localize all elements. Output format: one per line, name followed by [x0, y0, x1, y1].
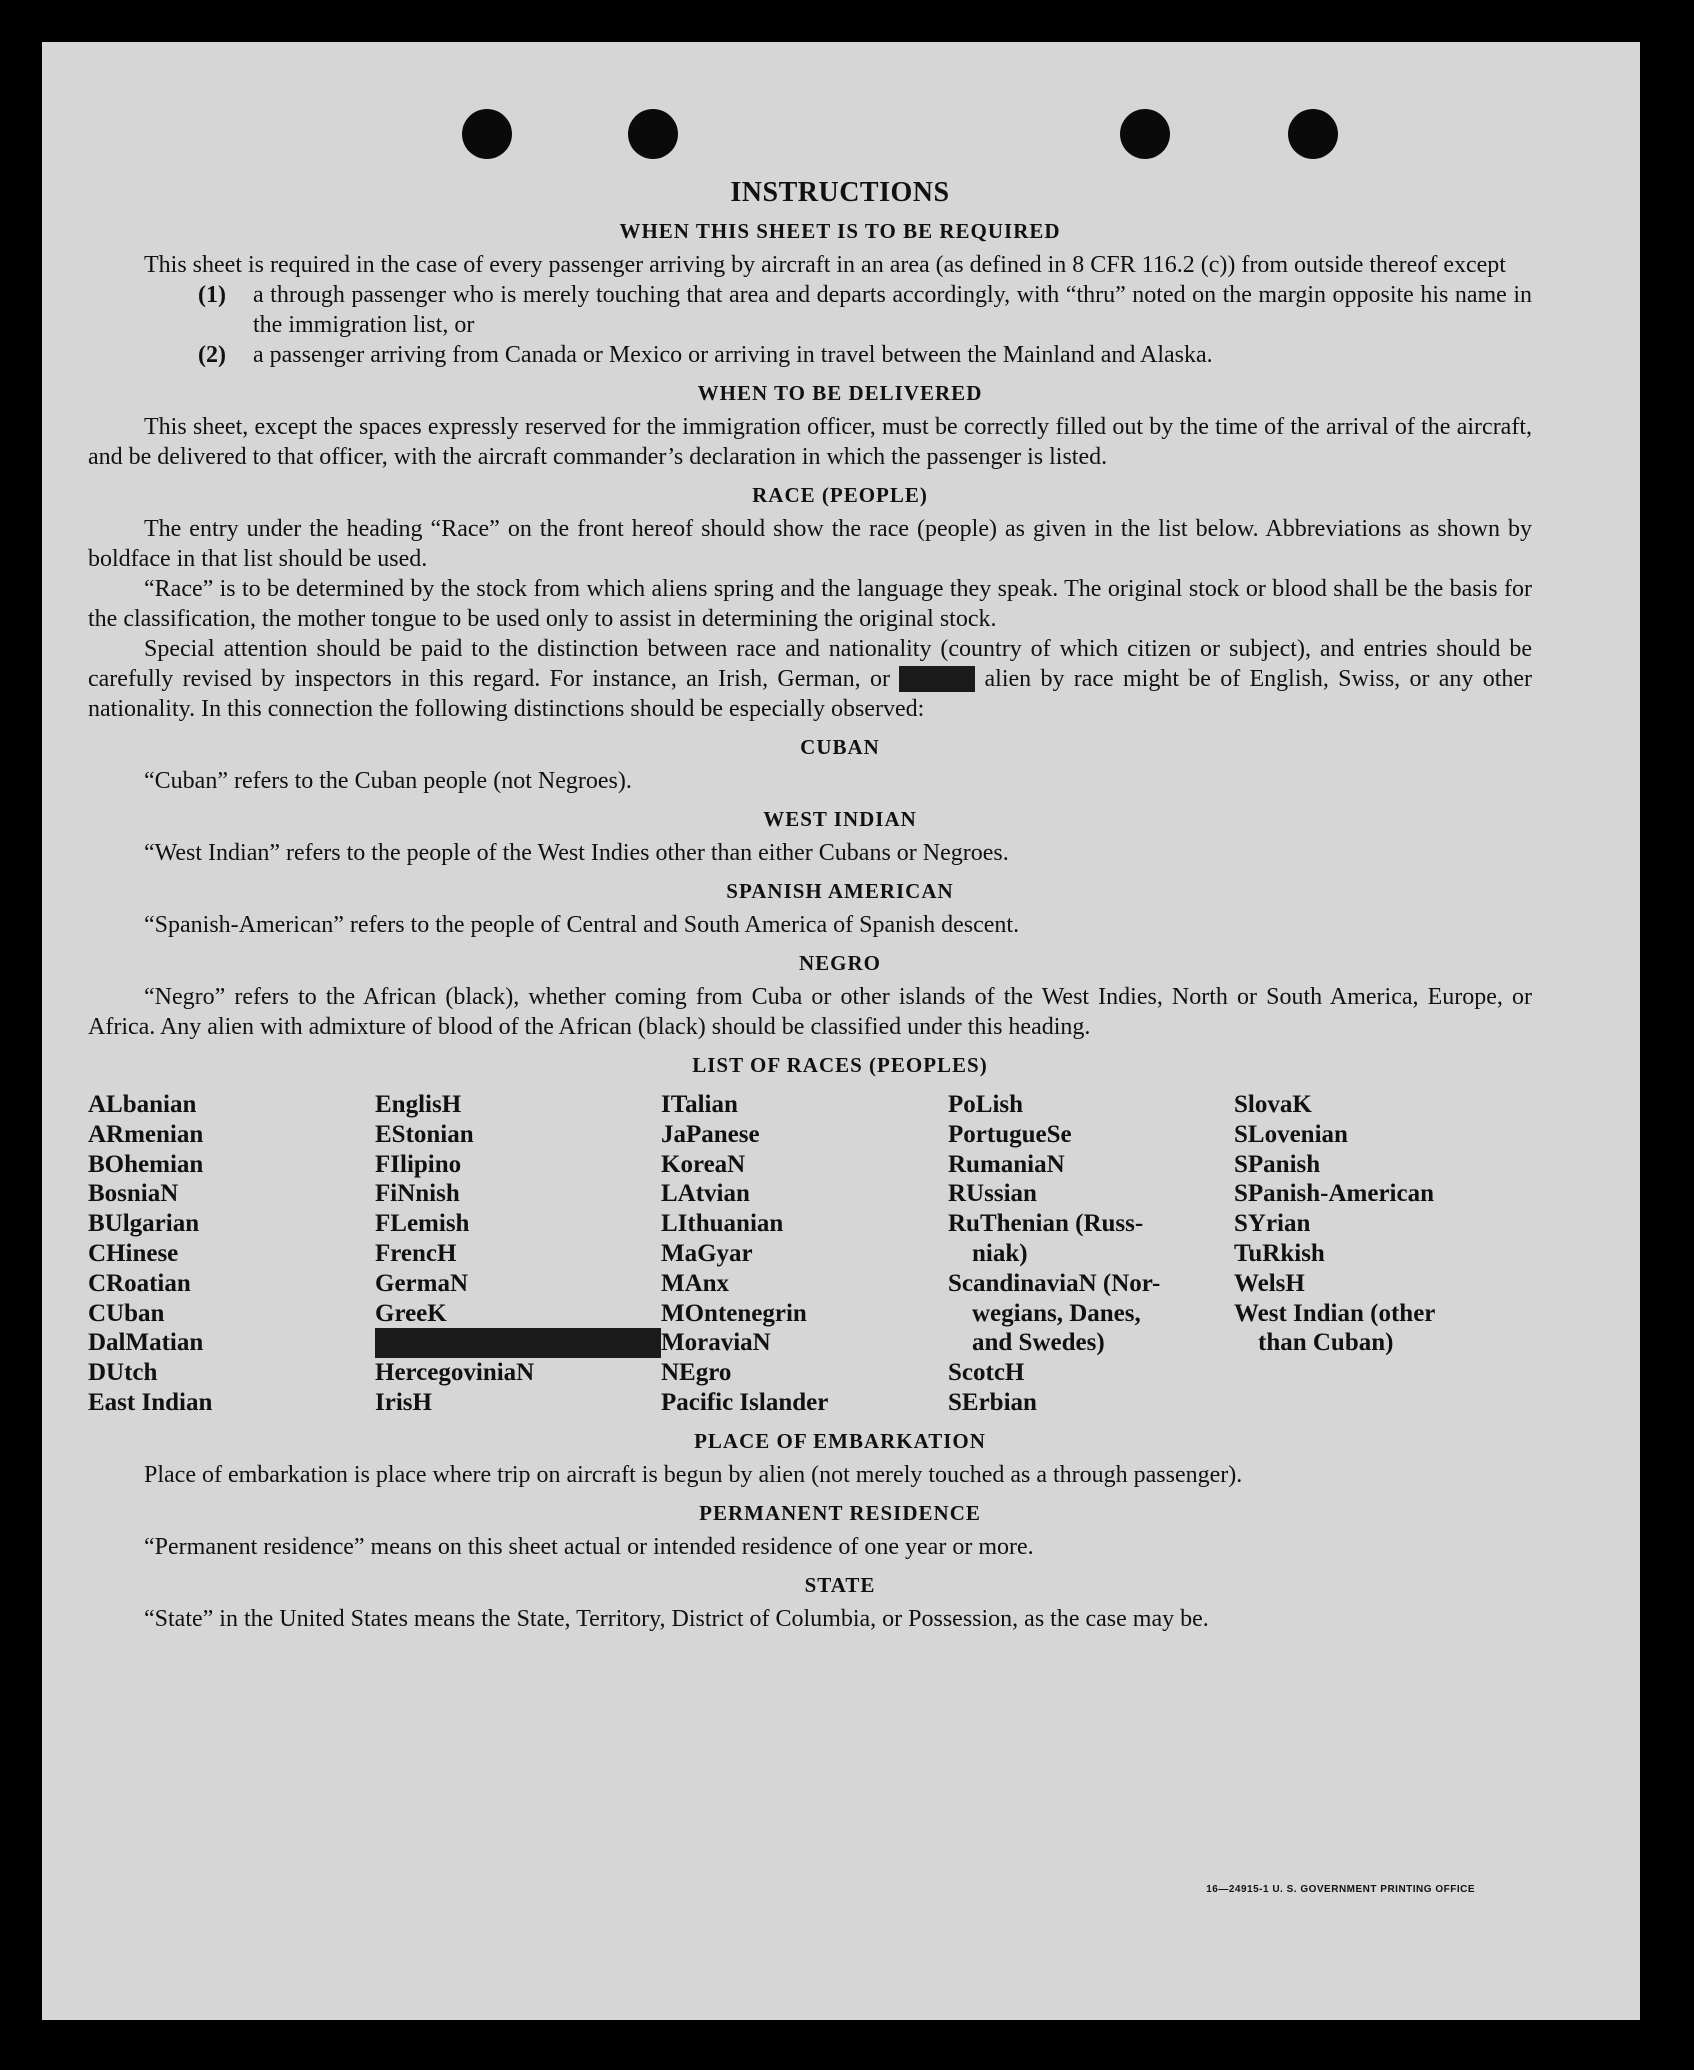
- race-entry: and Swedes): [972, 1329, 1105, 1357]
- section-heading: NEGRO: [798, 951, 881, 975]
- race-entry: MoraviaN: [661, 1329, 771, 1357]
- race-entry: KoreaN: [661, 1150, 746, 1178]
- paragraph-part: Special attention should be paid to the distinction between race and nationality (country of which citizen or subject), and entries should be carefully revised by inspectors in this regard. For instance, an Irish, German, or: [88, 636, 1532, 692]
- paragraph: The entry under the heading “Race” on the front hereof should show the race (people) as given in the list below. Abbreviations as shown by boldface in that list should be used.: [88, 516, 1532, 572]
- race-entry: LAtvian: [661, 1180, 750, 1208]
- paragraph: Place of embarkation is place where trip on aircraft is begun by alien (not merely touched as a through passenger).: [144, 1461, 1243, 1488]
- section-heading: PLACE OF EMBARKATION: [694, 1428, 986, 1453]
- race-entry: ARmenian: [88, 1120, 204, 1148]
- paragraph: This sheet, except the spaces expressly reserved for the immigration officer, must be correctly filled out by the time of the arrival of the aircraft, and be delivered to that officer, with the aircraft commander’s declaration in which the passenger is listed.: [88, 414, 1532, 470]
- section-heading: STATE: [804, 1572, 876, 1597]
- race-entry: CHinese: [88, 1239, 179, 1267]
- item-number: (2): [198, 342, 226, 368]
- race-entry: FIlipino: [375, 1150, 462, 1178]
- race-column: [948, 1090, 1234, 1418]
- instructions-content: [88, 178, 1532, 1634]
- section-heading: PERMANENT RESIDENCE: [699, 1500, 981, 1525]
- page-title: INSTRUCTIONS: [730, 177, 950, 208]
- paragraph: “State” in the United States means the State, Territory, District of Columbia, or Possession, as the case may be.: [144, 1605, 1209, 1632]
- race-entry: niak): [972, 1239, 1028, 1267]
- list-item: [198, 340, 1532, 370]
- race-entry: RuThenian (Russ-: [948, 1210, 1144, 1238]
- race-entry: PoLish: [948, 1091, 1024, 1118]
- race-entry: West Indian (other: [1234, 1299, 1436, 1327]
- race-entry: MOntenegrin: [661, 1299, 807, 1327]
- race-entry: LIthuanian: [661, 1210, 784, 1238]
- race-entry: BUlgarian: [88, 1210, 200, 1238]
- race-column: [88, 1090, 375, 1418]
- race-entry: RUssian: [948, 1180, 1037, 1208]
- punch-hole: [462, 109, 512, 159]
- race-column: [1234, 1090, 1532, 1418]
- race-entry: SPanish-American: [1234, 1180, 1434, 1208]
- race-entry: EStonian: [375, 1120, 474, 1148]
- paragraph: This sheet is required in the case of every passenger arriving by aircraft in an area (as defined in 8 CFR 116.2 (c)) from outside thereof except: [144, 252, 1506, 278]
- paragraph-part: alien by race might be of English, Swiss, or any other nationality. In this connection the following distinctions should be especially observed:: [88, 666, 1533, 722]
- race-entry: IrisH: [375, 1388, 432, 1416]
- race-entry: SYrian: [1234, 1210, 1311, 1238]
- section-heading: SPANISH AMERICAN: [726, 879, 954, 903]
- race-entry: DUtch: [88, 1359, 158, 1387]
- section-heading: WHEN TO BE DELIVERED: [697, 381, 983, 405]
- race-entry: wegians, Danes,: [972, 1299, 1141, 1327]
- race-entry: than Cuban): [1258, 1329, 1394, 1357]
- race-entry: FiNnish: [375, 1180, 460, 1208]
- section-heading: WEST INDIAN: [763, 807, 917, 831]
- race-entry: BosniaN: [88, 1180, 179, 1208]
- race-entry: WelsH: [1234, 1269, 1305, 1297]
- race-entry: FrencH: [375, 1239, 457, 1267]
- race-entry: DalMatian: [88, 1329, 204, 1357]
- race-entry: ALbanian: [88, 1091, 197, 1118]
- race-entry: HebreW: [375, 1328, 661, 1358]
- paragraph: “Negro” refers to the African (black), whether coming from Cuba or other islands of the West Indies, North or South America, Europe, or Africa. Any alien with admixture of blood of the African (black) should be classified under this heading.: [88, 984, 1532, 1040]
- punch-hole: [1288, 109, 1338, 159]
- race-entry: GermaN: [375, 1269, 469, 1297]
- race-entry: CUban: [88, 1299, 165, 1327]
- race-entry: RumaniaN: [948, 1150, 1065, 1178]
- race-entry: SlovaK: [1234, 1091, 1312, 1118]
- paragraph: “Spanish-American” refers to the people of Central and South America of Spanish descent.: [144, 912, 1020, 938]
- race-entry: PortugueSe: [948, 1120, 1072, 1148]
- race-entry: East Indian: [88, 1388, 213, 1416]
- paragraph: “West Indian” refers to the people of the West Indies other than either Cubans or Negroes.: [144, 840, 1009, 866]
- race-entry: CRoatian: [88, 1269, 191, 1297]
- race-entry: HercegoviniaN: [375, 1359, 535, 1387]
- paragraph: [88, 634, 1532, 724]
- race-list: [88, 1090, 1532, 1418]
- punch-hole: [1120, 109, 1170, 159]
- item-text: a through passenger who is merely touching that area and departs accordingly, with “thru” noted on the margin opposite his name in the immigration list, or: [253, 282, 1532, 338]
- race-entry: SErbian: [948, 1388, 1037, 1416]
- race-entry: NEgro: [661, 1359, 732, 1387]
- race-entry: JaPanese: [661, 1120, 760, 1148]
- race-entry: ITalian: [661, 1091, 738, 1118]
- race-entry: SLovenian: [1234, 1120, 1348, 1148]
- list-item: [198, 280, 1532, 340]
- race-entry: MAnx: [661, 1269, 730, 1297]
- race-entry: MaGyar: [661, 1239, 753, 1267]
- race-entry: GreeK: [375, 1299, 447, 1327]
- document-sheet: [42, 42, 1640, 2020]
- section-heading: CUBAN: [800, 735, 880, 759]
- race-column: [375, 1090, 661, 1418]
- paragraph: “Race” is to be determined by the stock from which aliens spring and the language they speak. The original stock or blood shall be the basis for the classification, the mother tongue to be used only to assist in determining the original stock.: [88, 576, 1532, 632]
- section-heading: WHEN THIS SHEET IS TO BE REQUIRED: [619, 219, 1061, 243]
- race-entry: ScotcH: [948, 1359, 1025, 1387]
- item-text: a passenger arriving from Canada or Mexico or arriving in travel between the Mainland and Alaska.: [253, 342, 1213, 368]
- race-entry: FLemish: [375, 1210, 470, 1238]
- redacted-word: Hebrew: [899, 666, 976, 692]
- section-heading: LIST OF RACES (PEOPLES): [692, 1053, 988, 1077]
- paragraph: “Cuban” refers to the Cuban people (not Negroes).: [144, 768, 632, 794]
- race-entry: BOhemian: [88, 1150, 204, 1178]
- race-column: [661, 1090, 948, 1418]
- punch-hole: [628, 109, 678, 159]
- paragraph: “Permanent residence” means on this sheet actual or intended residence of one year or more.: [144, 1533, 1034, 1560]
- race-entry: EnglisH: [375, 1091, 462, 1118]
- race-entry: Pacific Islander: [661, 1388, 829, 1416]
- item-number: (1): [198, 282, 226, 308]
- printer-imprint: 16—24915-1 U. S. GOVERNMENT PRINTING OFFICE: [1206, 1884, 1475, 1895]
- race-entry: ScandinaviaN (Nor-: [948, 1269, 1161, 1297]
- race-entry: TuRkish: [1234, 1239, 1325, 1267]
- race-entry: SPanish: [1234, 1150, 1321, 1178]
- section-heading: RACE (PEOPLE): [752, 483, 928, 507]
